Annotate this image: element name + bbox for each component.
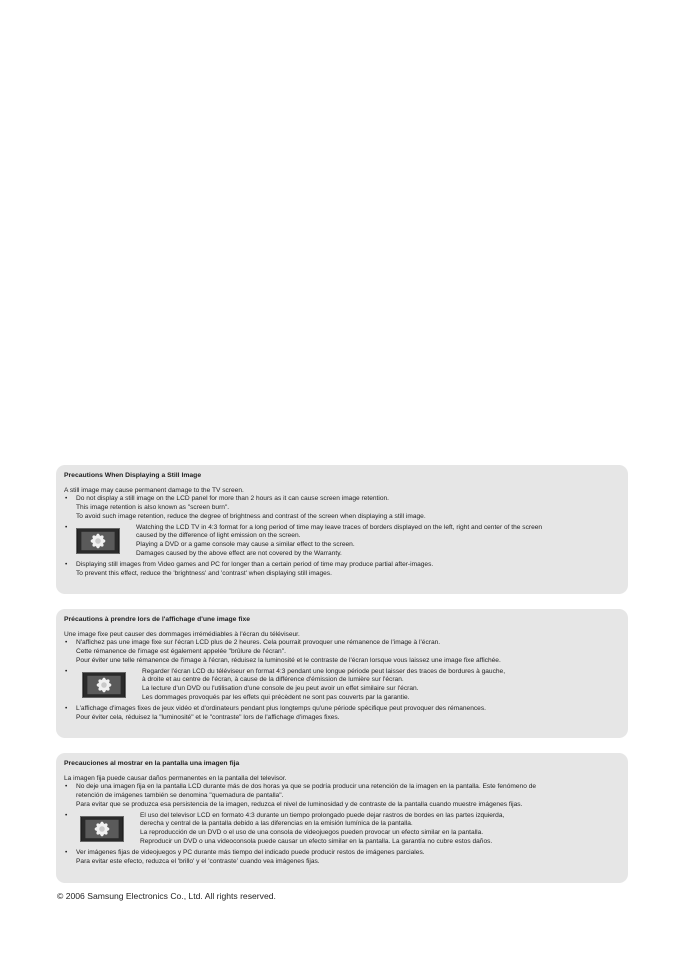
bullet-line: N'affichez pas une image fixe sur l'écran LCD plus de 2 heures. Cela pourrait provoquer une rémanence de l'image à l'écran. <box>76 639 441 647</box>
bullet-marker: • <box>65 783 68 791</box>
image-bullet-item <box>64 524 618 559</box>
bullet-item <box>64 561 618 578</box>
bullet-line: Pour éviter cela, réduisez la "luminosité" et le "contraste" lors de l'affichage d'images fixes. <box>76 714 340 722</box>
precautions-section-english <box>56 465 628 594</box>
bullet-line: To avoid such image retention, reduce the degree of brightness and contrast of the screen when displaying a still image. <box>76 512 426 520</box>
image-note-line: Regarder l'écran LCD du téléviseur en format 4:3 pendant une longue période peut laisser des traces de bordures à gauche, <box>142 667 506 675</box>
section-title: Precautions When Displaying a Still Image <box>64 472 202 479</box>
image-note-line: Damages caused by the above effect are not covered by the Warranty. <box>136 549 342 557</box>
copyright-notice: © 2006 Samsung Electronics Co., Ltd. All rights reserved. <box>57 891 276 901</box>
image-note-line: La lecture d'un DVD ou l'utilisation d'une console de jeu peut avoir un effet similaire sur l'écran. <box>142 684 419 692</box>
bullet-marker: • <box>65 561 68 569</box>
section-intro: A still image may cause permanent damage to the TV screen. <box>64 486 244 494</box>
bullet-item <box>64 639 618 665</box>
bullet-item <box>64 495 618 521</box>
section-intro: Une image fixe peut causer des dommages irrémédiables à l'écran du téléviseur. <box>64 630 300 638</box>
section-title: Precauciones al mostrar en la pantalla una imagen fija <box>64 760 240 767</box>
bullet-marker: • <box>65 495 68 503</box>
bullet-line: Ver imágenes fijas de videojuegos y PC durante más tiempo del indicado puede producir restos de imágenes parciales. <box>76 849 425 857</box>
bullet-item <box>64 783 618 809</box>
image-note-line: à droite et au centre de l'écran, à cause de la différence d'émission de lumière sur l'écran. <box>142 676 404 684</box>
image-bullet-item <box>64 812 618 847</box>
bullet-line: Do not display a still image on the LCD panel for more than 2 hours as it can cause screen image retention. <box>76 495 390 503</box>
precautions-section-spanish <box>56 753 628 883</box>
image-note-line: El uso del televisor LCD en formato 4:3 durante un tiempo prolongado puede dejar rastros de bordes en las partes izquierda, <box>140 811 505 819</box>
image-note-line: derecha y central de la pantalla debido a las diferencias en la emisión lumínica de la pantalla. <box>140 820 413 828</box>
bullet-item <box>64 849 618 866</box>
image-bullet-item <box>64 668 618 703</box>
image-note-line: La reproducción de un DVD o el uso de una consola de videojuegos pueden provocar un efecto similar en la pantalla. <box>140 828 484 836</box>
precautions-section-french <box>56 609 628 738</box>
image-note-line: Les dommages provoqués par les effets qui précèdent ne sont pas couverts par la garantie. <box>142 693 410 701</box>
image-note-line: caused by the difference of light emission on the screen. <box>136 532 301 540</box>
flower-still-image-icon <box>82 672 126 698</box>
bullet-line: Para evitar este efecto, reduzca el 'brillo' y el 'contraste' cuando vea imágenes fijas. <box>76 858 320 866</box>
bullet-marker: • <box>65 849 68 857</box>
image-note-line: Playing a DVD or a game console may cause a similar effect to the screen. <box>136 540 355 548</box>
bullet-marker: • <box>65 667 68 675</box>
bullet-item <box>64 705 618 722</box>
flower-still-image-icon <box>80 816 124 842</box>
section-intro: La imagen fija puede causar daños permanentes en la pantalla del televisor. <box>64 774 287 782</box>
bullet-line: Cette rémanence de l'image est également appelée "brûlure de l'écran". <box>76 648 286 656</box>
bullet-line: L'affichage d'images fixes de jeux vidéo et d'ordinateurs pendant plus longtemps qu'une période spécifique peut provoquer des rémanences. <box>76 705 486 713</box>
section-title: Précautions à prendre lors de l'affichage d'une image fixe <box>64 616 251 623</box>
bullet-line: This image retention is also known as "screen burn". <box>76 504 230 512</box>
bullet-line: No deje una imagen fija en la pantalla LCD durante más de dos horas ya que se podría producir una retención de la imagen en la pantalla. Este fenómeno de <box>76 783 537 791</box>
bullet-line: Displaying still images from Video games and PC for longer than a certain period of time may produce partial after-images. <box>76 561 434 569</box>
bullet-line: retención de imágenes también se denomina "quemadura de pantalla". <box>76 792 284 800</box>
image-note-line: Reproducir un DVD o una videoconsola puede causar un efecto similar en la pantalla. La garantía no cubre estos daños. <box>140 837 493 845</box>
flower-still-image-icon <box>76 528 120 554</box>
bullet-marker: • <box>65 705 68 713</box>
bullet-marker: • <box>65 811 68 819</box>
bullet-line: Para evitar que se produzca esa persistencia de la imagen, reduzca el nivel de luminosidad y de contraste de la pantalla cuando muestre imágenes fijas. <box>76 800 523 808</box>
image-note-line: Watching the LCD TV in 4:3 format for a long period of time may leave traces of borders displayed on the left, right and center of the screen <box>136 523 543 531</box>
bullet-line: To prevent this effect, reduce the 'brightness' and 'contrast' when displaying still images. <box>76 570 332 578</box>
bullet-marker: • <box>65 523 68 531</box>
bullet-marker: • <box>65 639 68 647</box>
bullet-line: Pour éviter une telle rémanence de l'image à l'écran, réduisez la luminosité et le contraste de l'écran lorsque vous laissez une image fixe affichée. <box>76 656 501 664</box>
